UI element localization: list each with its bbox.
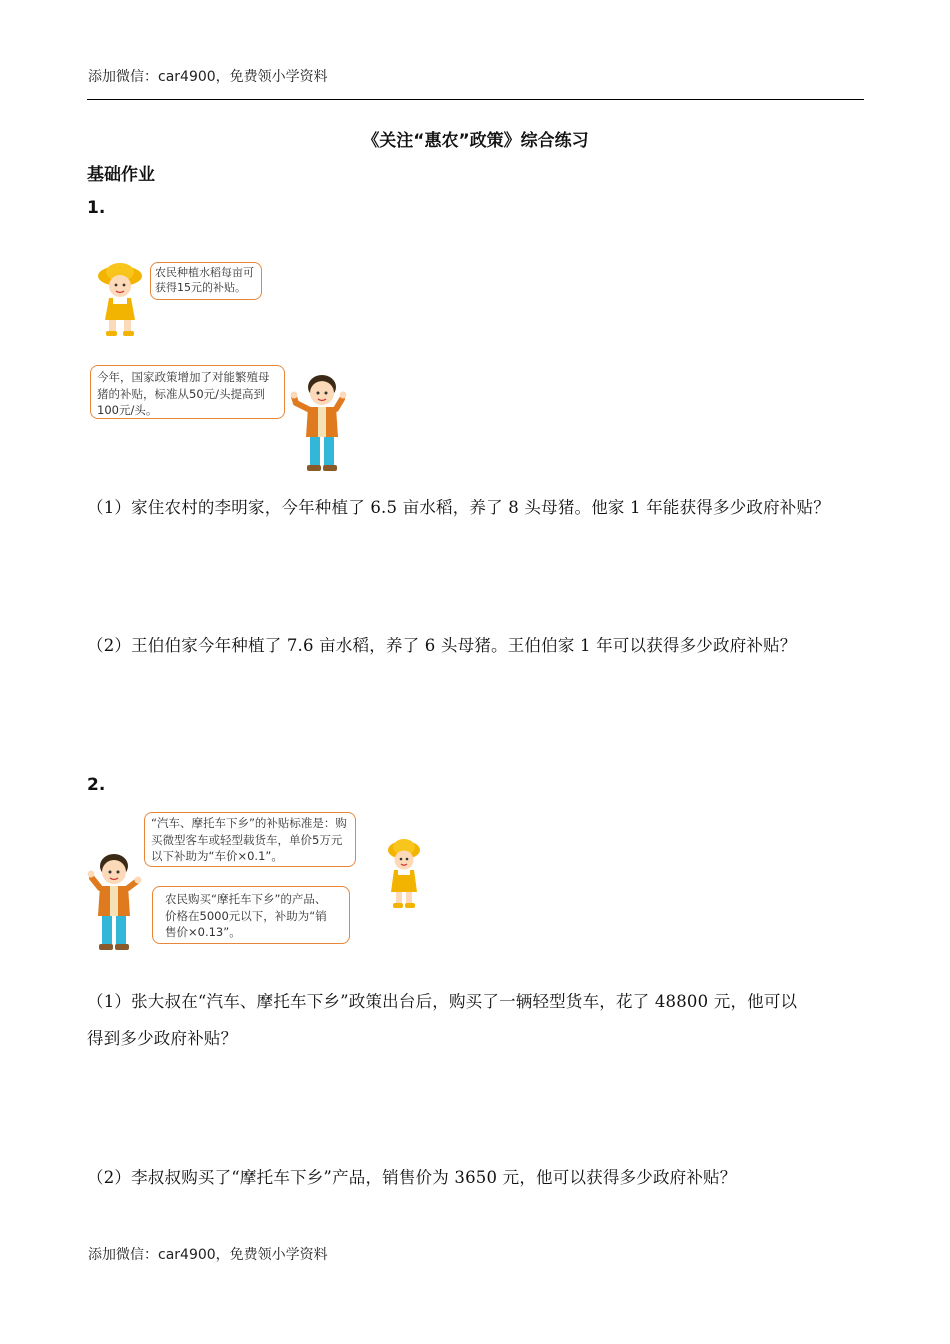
problem-1-question-2: （2）王伯伯家今年种植了 7.6 亩水稻，养了 6 头母猪。王伯伯家 1 年可以获得多少政府补贴？ bbox=[87, 636, 797, 655]
top-speech-bubble-2 bbox=[144, 812, 356, 867]
boy-illustration-1 bbox=[290, 373, 350, 477]
problem-1-question-1: （1）家住农村的李明家，今年种植了 6.5 亩水稻，养了 8 头母猪。他家 1 年能获得多少政府补贴？ bbox=[87, 498, 830, 517]
problem-2-question-1-line-1: （1）张大叔在“汽车、摩托车下乡”政策出台后，购买了一辆轻型货车，花了 48800 元，他可以 bbox=[87, 992, 798, 1011]
boy-speech-text-1: 今年，国家政策增加了对能繁殖母猪的补贴，标准从50元/头提高到100元/头。 bbox=[97, 370, 270, 417]
header-note: 添加微信：car4900，免费领小学资料 bbox=[88, 69, 328, 85]
boy-illustration-2 bbox=[88, 852, 142, 956]
page-title: 《关注“惠农”政策》综合练习 bbox=[362, 131, 589, 151]
girl-speech-text-1: 农民种植水稻每亩可获得15元的补贴。 bbox=[155, 266, 254, 294]
header-divider bbox=[87, 99, 864, 100]
girl-illustration-1 bbox=[93, 262, 149, 338]
girl-speech-bubble-1 bbox=[150, 262, 262, 300]
girl-illustration-2 bbox=[384, 838, 424, 914]
problem-1-number: 1. bbox=[87, 198, 106, 218]
top-speech-text-2: “汽车、摩托车下乡”的补贴标准是：购买微型客车或轻型载货车，单价5万元以下补助为“车价×0.1”。 bbox=[151, 816, 347, 863]
section-heading: 基础作业 bbox=[87, 165, 155, 185]
boy-speech-bubble-1 bbox=[90, 365, 285, 419]
problem-2-number: 2. bbox=[87, 775, 106, 795]
bottom-speech-bubble-2 bbox=[152, 886, 350, 944]
footer-note: 添加微信：car4900，免费领小学资料 bbox=[88, 1247, 328, 1263]
problem-2-question-1-line-2: 得到多少政府补贴？ bbox=[87, 1029, 238, 1048]
problem-2-question-2: （2）李叔叔购买了“摩托车下乡”产品，销售价为 3650 元，他可以获得多少政府补贴？ bbox=[87, 1168, 737, 1187]
bottom-speech-text-2: 农民购买“摩托车下乡”的产品、价格在5000元以下，补助为“销售价×0.13”。 bbox=[165, 892, 327, 939]
